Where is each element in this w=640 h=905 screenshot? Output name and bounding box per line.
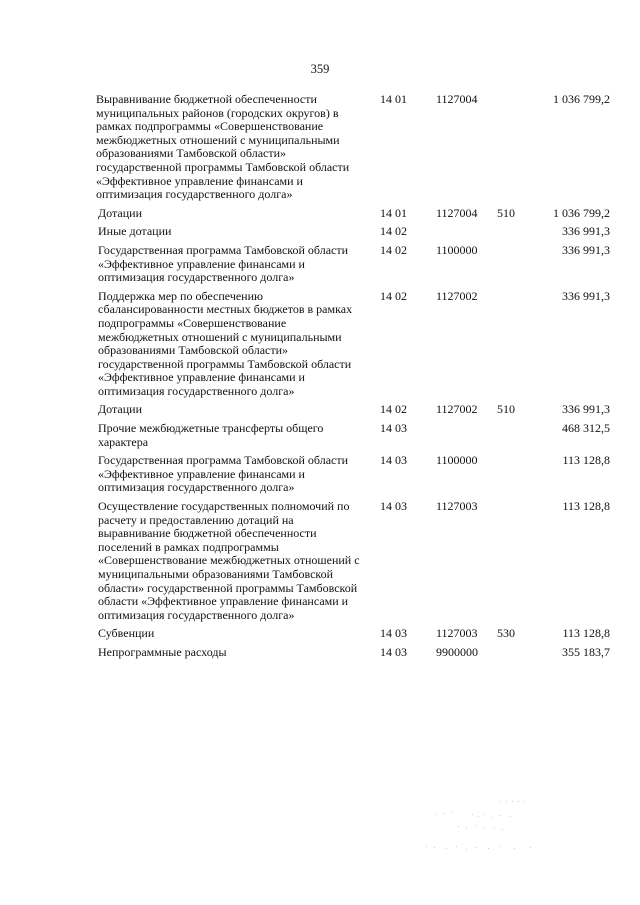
target-code: 9900000 xyxy=(436,644,478,659)
page-number: 359 xyxy=(310,62,330,76)
table-row xyxy=(0,290,640,399)
row-name: Осуществление государственных полномочий по расчету и предоставлению дотаций на выравнивание бюджетной обеспеченности поселений в рамках подпрограммы «Совершенствование межбюджетных отношений с муниципальными образованиями Тамбовской области» государственной программы Тамбовской области «Эффективное управление финансами и оптимизация государственного долга» xyxy=(98,499,360,622)
section-code: 14 02 xyxy=(380,288,407,303)
section-code: 14 03 xyxy=(380,644,407,659)
amount: 113 128,8 xyxy=(562,453,610,468)
section-code: 14 03 xyxy=(380,421,407,436)
row-name: Поддержка мер по обеспечению сбалансированности местных бюджетов в рамках подпрограммы «Совершенствование межбюджетных отношений с муниципальными образованиями Тамбовской области» государственной программы Тамбовской области «Эффективное управление финансами и оптимизация государственного долга» xyxy=(98,288,353,398)
amount: 113 128,8 xyxy=(562,499,610,514)
section-code: 14 03 xyxy=(380,626,407,641)
row-name: Непрограммные расходы xyxy=(98,644,227,659)
target-code: 1100000 xyxy=(436,242,478,257)
section-code: 14 02 xyxy=(380,402,407,417)
section-code: 14 01 xyxy=(380,205,407,220)
section-code: 14 03 xyxy=(380,453,407,468)
amount: 336 991,3 xyxy=(562,242,610,257)
budget-table xyxy=(0,93,640,665)
table-row xyxy=(0,500,640,622)
target-code: 1127002 xyxy=(436,288,478,303)
target-code: 1127003 xyxy=(436,499,478,514)
table-row xyxy=(0,244,640,285)
amount: 336 991,3 xyxy=(562,288,610,303)
table-row xyxy=(0,207,640,221)
amount: 468 312,5 xyxy=(562,421,610,436)
section-code: 14 02 xyxy=(380,242,407,257)
table-row xyxy=(0,646,640,660)
faint-stamp-marks xyxy=(418,796,558,860)
row-name: Дотации xyxy=(98,205,143,220)
amount: 336 991,3 xyxy=(562,402,610,417)
amount: 355 183,7 xyxy=(562,644,610,659)
row-name: Иные дотации xyxy=(98,224,172,239)
expense-type-code: 510 xyxy=(497,402,515,417)
expense-type-code: 530 xyxy=(497,626,515,641)
target-code: 1127003 xyxy=(436,626,478,641)
row-name: Выравнивание бюджетной обеспеченности муниципальных районов (городских округов) в рамках подпрограммы «Совершенствование межбюджетных отношений с муниципальными образованиями Тамбовской области» государственной программы Тамбовской области «Эффективное управление финансами и оптимизация государственного долга» xyxy=(96,92,350,202)
expense-type-code: 510 xyxy=(497,205,515,220)
target-code: 1127002 xyxy=(436,402,478,417)
section-code: 14 03 xyxy=(380,499,407,514)
table-row xyxy=(0,403,640,417)
amount: 113 128,8 xyxy=(562,626,610,641)
row-name: Субвенции xyxy=(98,626,155,641)
table-row xyxy=(0,93,640,202)
amount: 336 991,3 xyxy=(562,224,610,239)
row-name: Прочие межбюджетные трансферты общего характера xyxy=(98,421,324,449)
target-code: 1127004 xyxy=(436,205,478,220)
row-name: Государственная программа Тамбовской области «Эффективное управление финансами и оптимизация государственного долга» xyxy=(98,242,349,285)
amount: 1 036 799,2 xyxy=(553,205,610,220)
row-name: Дотации xyxy=(98,402,143,417)
table-row xyxy=(0,422,640,449)
table-row xyxy=(0,627,640,641)
section-code: 14 02 xyxy=(380,224,407,239)
table-row xyxy=(0,454,640,495)
amount: 1 036 799,2 xyxy=(553,92,610,106)
row-name: Государственная программа Тамбовской области «Эффективное управление финансами и оптимизация государственного долга» xyxy=(98,453,349,495)
table-row xyxy=(0,225,640,239)
target-code: 1100000 xyxy=(436,453,478,468)
target-code: 1127004 xyxy=(436,92,478,106)
section-code: 14 01 xyxy=(380,92,407,106)
